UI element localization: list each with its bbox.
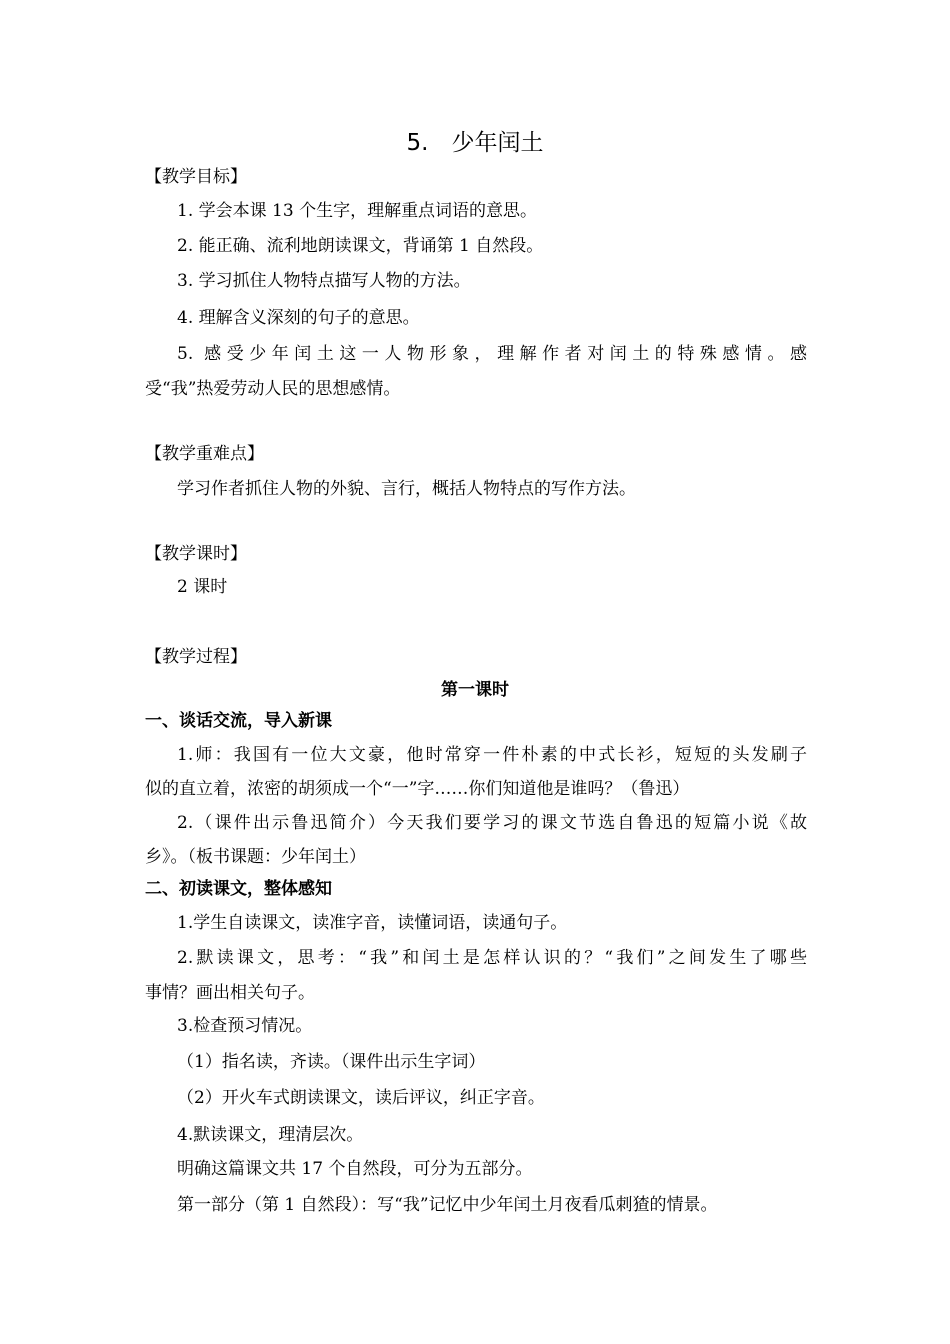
part2-line8: 明确这篇课文共 17 个自然段，可分为五部分。 — [177, 1159, 533, 1179]
goal-item-5-line1: 5. 感受少年闰土这一人物形象，理解作者对闰土的特殊感情。感 — [177, 344, 807, 364]
lesson-heading: 第一课时 — [441, 680, 509, 700]
key-text: 学习作者抓住人物的外貌、言行，概括人物特点的写作方法。 — [177, 479, 636, 499]
goal-item-3: 3. 学习抓住人物特点描写人物的方法。 — [177, 271, 471, 291]
part2-line5: （1）指名读，齐读。（课件出示生字词） — [177, 1052, 486, 1072]
part1-line1: 1.师：我国有一位大文豪，他时常穿一件朴素的中式长衫，短短的头发刷子 — [177, 745, 807, 765]
hours-text: 2 课时 — [177, 577, 228, 597]
goal-item-1: 1. 学会本课 13 个生字，理解重点词语的意思。 — [177, 201, 538, 221]
part1-line2: 似的直立着，浓密的胡须成一个“一”字……你们知道他是谁吗？（鲁迅） — [145, 779, 690, 799]
part2-line2: 2.默读课文，思考：“我”和闰土是怎样认识的？“我们”之间发生了哪些 — [177, 948, 807, 968]
part1-heading: 一、谈话交流，导入新课 — [145, 711, 332, 731]
goal-item-2: 2. 能正确、流利地朗读课文，背诵第 1 自然段。 — [177, 236, 544, 256]
process-heading: 【教学过程】 — [145, 647, 247, 667]
goal-item-4: 4. 理解含义深刻的句子的意思。 — [177, 308, 420, 328]
part2-line9: 第一部分（第 1 自然段）：写“我”记忆中少年闰土月夜看瓜刺猹的情景。 — [177, 1195, 718, 1215]
page-title: 5. 少年闰土 — [406, 130, 544, 156]
goal-item-5-line2: 受“我”热爱劳动人民的思想感情。 — [145, 379, 401, 399]
part2-line7: 4.默读课文，理清层次。 — [177, 1125, 364, 1145]
part2-line4: 3.检查预习情况。 — [177, 1016, 313, 1036]
part1-line4: 乡》。（板书课题：少年闰土） — [145, 847, 366, 867]
part1-line3: 2.（课件出示鲁迅简介）今天我们要学习的课文节选自鲁迅的短篇小说《故 — [177, 813, 807, 833]
hours-heading: 【教学课时】 — [145, 544, 247, 564]
part2-heading: 二、初读课文，整体感知 — [145, 879, 332, 899]
key-heading: 【教学重难点】 — [145, 444, 264, 464]
part2-line1: 1.学生自读课文，读准字音，读懂词语，读通句子。 — [177, 913, 568, 933]
part2-line6: （2）开火车式朗读课文，读后评议，纠正字音。 — [177, 1088, 545, 1108]
goals-heading: 【教学目标】 — [145, 167, 247, 187]
part2-line3: 事情？画出相关句子。 — [145, 983, 315, 1003]
